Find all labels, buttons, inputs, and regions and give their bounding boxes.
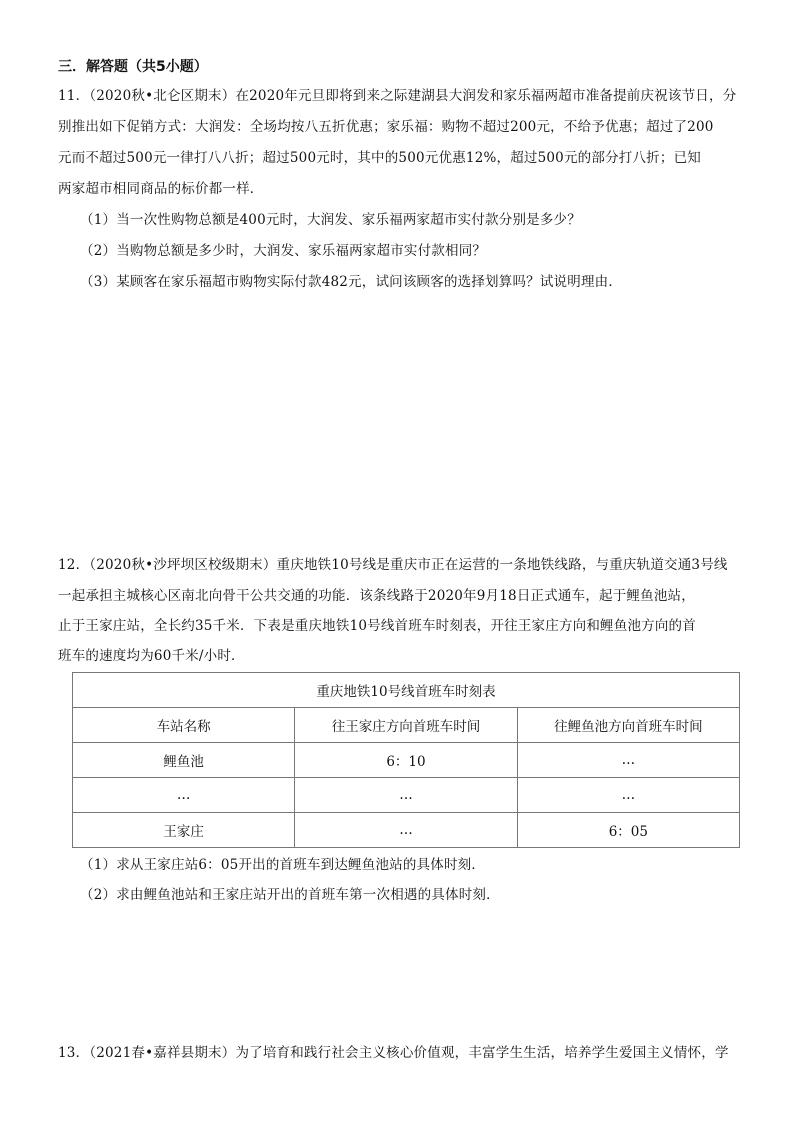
table-cell: …	[73, 778, 295, 813]
table-cell: …	[517, 778, 739, 813]
table-cell: 鲤鱼池	[73, 743, 295, 778]
q11-sub-1: （1）当一次性购物总额是400元时，大润发、家乐福两家超市实付款分别是多少？	[80, 212, 581, 228]
table-caption: 重庆地铁10号线首班车时刻表	[73, 673, 740, 708]
table-header: 车站名称	[73, 708, 295, 743]
q11-line-2: 别推出如下促销方式：大润发：全场均按八五折优惠；家乐福：购物不超过200元，不给予优惠；超过了200	[58, 119, 714, 135]
q12-line-2: 一起承担主城核心区南北向骨干公共交通的功能．该条线路于2020年9月18日正式通车，起于鲤鱼池站，	[58, 588, 695, 604]
table-cell: 6：05	[517, 813, 739, 848]
q11-sub-3: （3）某顾客在家乐福超市购物实际付款482元，试问该顾客的选择划算吗？试说明理由．	[80, 274, 623, 290]
section-title: 三．解答题（共5小题）	[58, 59, 208, 75]
table-cell: …	[295, 813, 517, 848]
q11-line-3: 元而不超过500元一律打八八折；超过500元时，其中的500元优惠12%，超过500元的部分打八折；已知	[58, 150, 701, 166]
q13-line-1: 13．（2021春•嘉祥县期末）为了培育和践行社会主义核心价值观，丰富学生生活，培养学生爱国主义情怀，学	[58, 1045, 729, 1061]
table-header-row	[73, 708, 740, 743]
table-cell: …	[517, 743, 739, 778]
q12-line-4: 班车的速度均为60千米/小时．	[58, 648, 245, 664]
q12-sub-1: （1）求从王家庄站6：05开出的首班车到达鲤鱼池站的具体时刻．	[80, 857, 486, 873]
table-row	[73, 778, 740, 813]
table-row	[73, 813, 740, 848]
table-header: 往王家庄方向首班车时间	[295, 708, 517, 743]
table-cell: 6：10	[295, 743, 517, 778]
table-row	[73, 743, 740, 778]
table-header: 往鲤鱼池方向首班车时间	[517, 708, 739, 743]
q11-line-1: 11．（2020秋•北仑区期末）在2020年元旦即将到来之际建湖县大润发和家乐福两超市准备提前庆祝该节日，分	[58, 88, 737, 104]
table-cell: 王家庄	[73, 813, 295, 848]
q12-line-3: 止于王家庄站，全长约35千米．下表是重庆地铁10号线首班车时刻表，开往王家庄方向和鲤鱼池方向的首	[58, 618, 696, 634]
q11-sub-2: （2）当购物总额是多少时，大润发、家乐福两家超市实付款相同？	[80, 243, 487, 259]
q12-line-1: 12．（2020秋•沙坪坝区校级期末）重庆地铁10号线是重庆市正在运营的一条地铁线路，与重庆轨道交通3号线	[58, 557, 728, 573]
q12-sub-2: （2）求由鲤鱼池站和王家庄站开出的首班车第一次相遇的具体时刻．	[80, 887, 500, 903]
q11-line-4: 两家超市相同商品的标价都一样．	[58, 181, 264, 197]
table-cell: …	[295, 778, 517, 813]
timetable	[72, 672, 740, 848]
